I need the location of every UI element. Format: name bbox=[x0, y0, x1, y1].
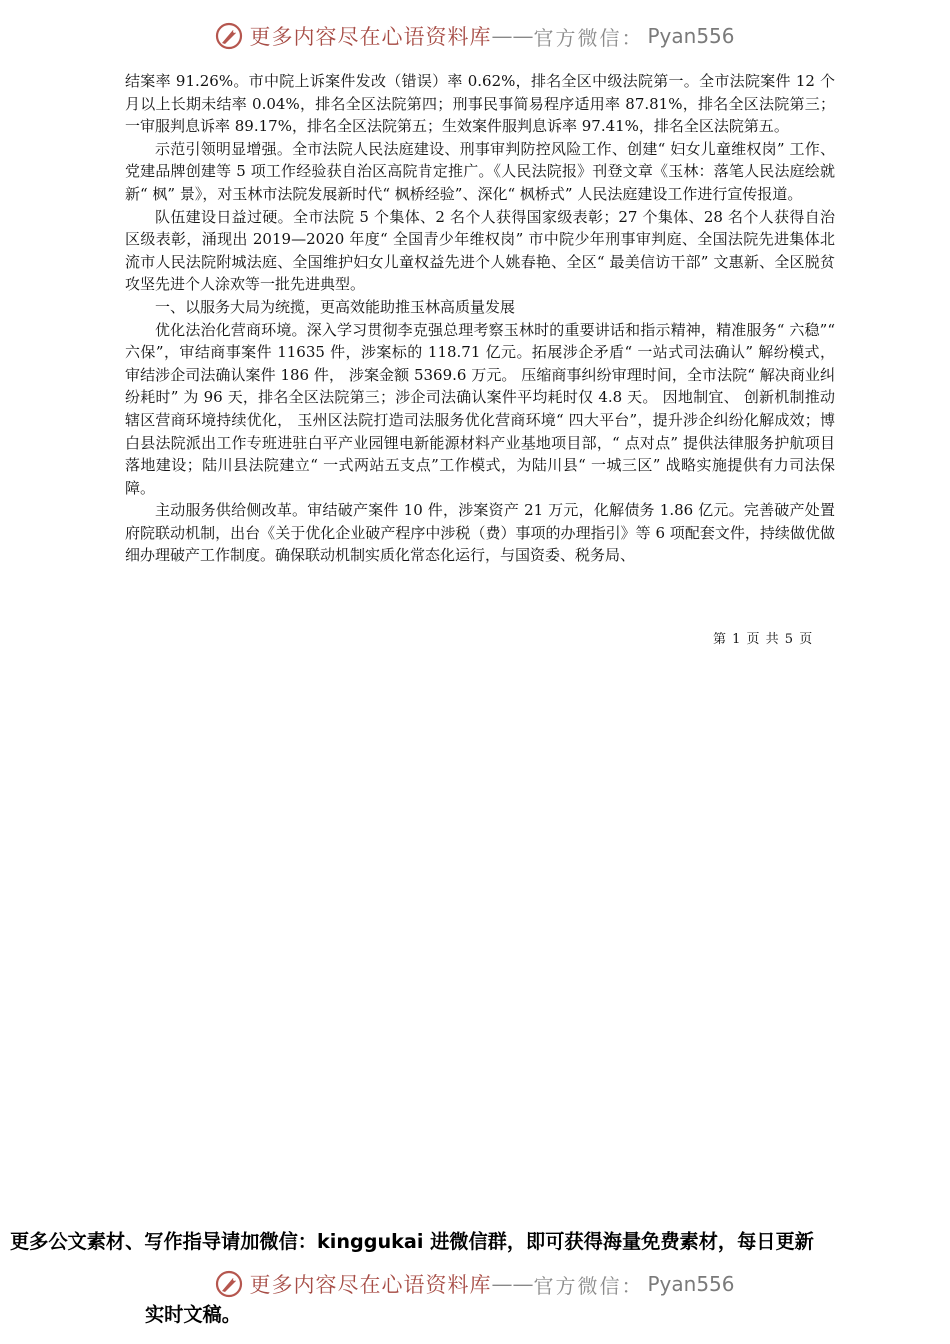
paragraph-5: 主动服务供给侧改革。审结破产案件 10 件，涉案资产 21 万元，化解债务 1.86 亿元。完善破产处置府院联动机制，出台《关于优化企业破产程序中涉税（费）事项的办理指引》等 6 项配套文件，持续做优做细办理破产工作制度。确保联动机制实质化常态化运行，与国资委、税务局、 bbox=[125, 501, 835, 565]
promo-line-2: 实时文稿。 bbox=[145, 1303, 241, 1326]
watermark-id: Pyan556 bbox=[647, 1272, 735, 1296]
watermark-top bbox=[0, 20, 950, 52]
pen-nib-logo-icon bbox=[215, 1270, 243, 1298]
paragraph-1: 结案率 91.26%。市中院上诉案件发改（错误）率 0.62%，排名全区中级法院第一。全市法院案件 12 个月以上长期未结率 0.04%，排名全区法院第四；刑事民事简易程序适用率 87.81%，排名全区法院第三；一审服判息诉率 89.17%，排名全区法院第五；生效案件服判息诉率 97.41%，排名全区法院第五。 bbox=[125, 72, 835, 136]
paragraph-3: 队伍建设日益过硬。全市法院 5 个集体、2 名个人获得国家级表彰；27 个集体、28 名个人获得自治区级表彰，涌现出 2019—2020 年度“ 全国青少年维权岗” 市中院少年刑事审判庭、全国法院先进集体北流市人民法院附城法庭、全国维护妇女儿童权益先进个人姚春艳、全区“ 最美信访干部” 文惠新、全区脱贫攻坚先进个人涂欢等一批先进典型。 bbox=[125, 207, 835, 294]
paragraph-2: 示范引领明显增强。全市法院人民法庭建设、刑事审判防控风险工作、创建“ 妇女儿童维权岗” 工作、党建品牌创建等 5 项工作经验获自治区高院肯定推广。《人民法院报》刊登文章《玉林：落笔人民法庭绘就新“ 枫” 景》，对玉林市法院发展新时代“ 枫桥经验”、深化“ 枫桥式” 人民法庭建设工作进行宣传报道。 bbox=[125, 139, 835, 203]
page-number: 第 1 页 共 5 页 bbox=[713, 632, 814, 647]
watermark-prefix: 官方微信： bbox=[533, 1273, 644, 1298]
section-heading: 一、以服务大局为统揽，更高效能助推玉林高质量发展 bbox=[155, 297, 516, 316]
watermark-id: Pyan556 bbox=[647, 24, 735, 48]
watermark-bottom bbox=[0, 1268, 950, 1300]
document-body bbox=[125, 70, 835, 567]
watermark-prefix: 官方微信： bbox=[533, 25, 644, 50]
watermark-separator: —— bbox=[491, 1272, 534, 1296]
watermark-separator: —— bbox=[491, 24, 534, 48]
pen-nib-logo-icon bbox=[215, 22, 243, 50]
promo-line-1: 更多公文素材、写作指导请加微信：kinggukai 进微信群，即可获得海量免费素材，每日更新 bbox=[10, 1230, 814, 1253]
watermark-title: 更多内容尽在心语资料库 bbox=[249, 25, 492, 49]
watermark-title: 更多内容尽在心语资料库 bbox=[249, 1273, 492, 1297]
paragraph-4: 优化法治化营商环境。深入学习贯彻李克强总理考察玉林时的重要讲话和指示精神，精准服务“ 六稳”“ 六保”，审结商事案件 11635 件，涉案标的 118.71 亿元。拓展涉企矛盾“ 一站式司法确认” 解纷模式， 审结涉企司法确认案件 186 件， 涉案金额 5369.6 万元。 压缩商事纠纷审理时间，全市法院“ 解决商业纠纷耗时” 为 96 天，排名全区法院第三；涉企司法确认案件平均耗时仅 4.8 天。 因地制宜、 创新机制推动辖区营商环境持续优化， 玉州区法院打造司法服务优化营商环境“ 四大平台”，提升涉企纠纷化解成效；博白县法院派出工作专班进驻白平产业园锂电新能源材料产业基地项目部，“ 点对点” 提供法律服务护航项目落地建设；陆川县法院建立“ 一式两站五支点”工作模式，为陆川县“ 一城三区” 战略实施提供有力司法保障。 bbox=[125, 320, 835, 497]
